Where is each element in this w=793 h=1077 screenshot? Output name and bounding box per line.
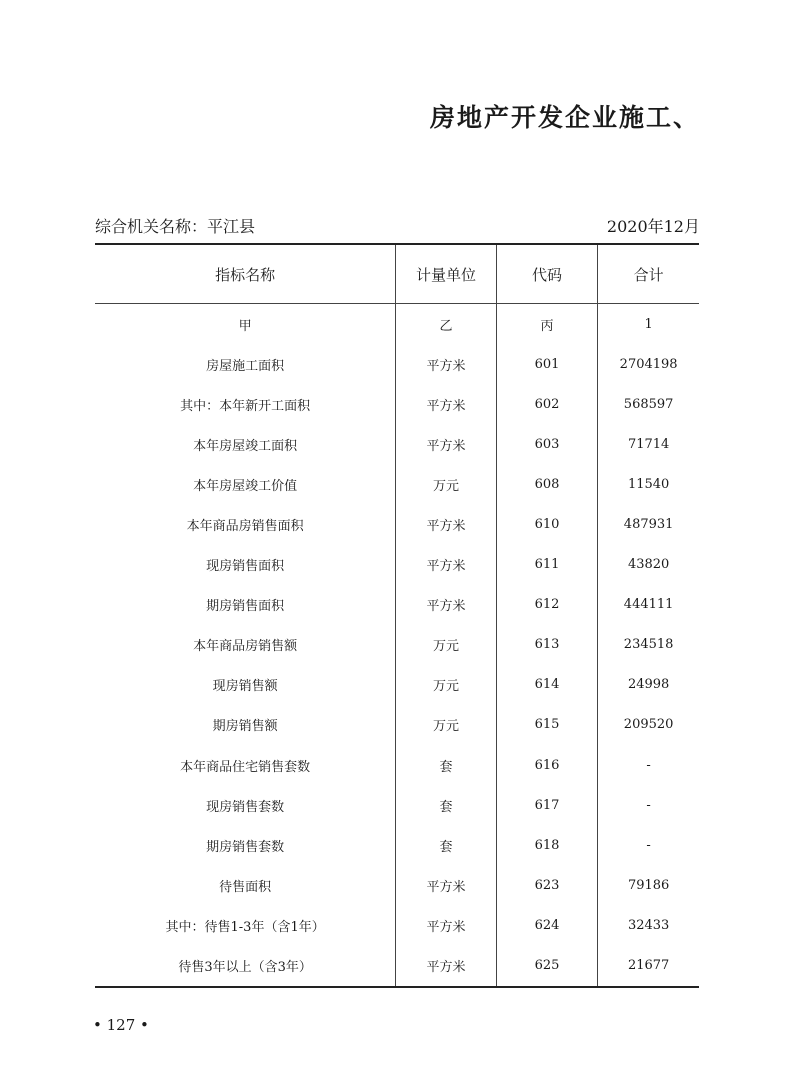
cell-total: 568597 (598, 384, 699, 424)
cell-unit: 平方米 (396, 384, 496, 424)
cell-indicator-name: 其中：本年新开工面积 (180, 398, 311, 414)
cell-indicator-name: 本年商品房销售额 (193, 639, 298, 655)
header-total: 合计 (598, 244, 699, 304)
cell-code: 616 (496, 745, 598, 785)
cell-unit: 平方米 (396, 344, 496, 384)
cell-total: 21677 (598, 946, 699, 987)
cell-code: 623 (496, 865, 598, 905)
cell-indicator-name: 现房销售面积 (206, 559, 285, 575)
cell-total: - (598, 825, 699, 865)
cell-unit: 万元 (396, 665, 496, 705)
table-row (95, 625, 699, 665)
table-header-row (95, 244, 699, 304)
cell-code: 615 (496, 705, 598, 745)
cell-unit: 套 (396, 825, 496, 865)
cell-total: 71714 (598, 424, 699, 464)
table-row (95, 384, 699, 424)
cell-unit: 平方米 (396, 424, 496, 464)
cell-code: 612 (496, 585, 598, 625)
cell-code: 608 (496, 464, 598, 504)
cell-code: 617 (496, 785, 598, 825)
cell-total: 487931 (598, 504, 699, 544)
cell-unit: 平方米 (396, 504, 496, 544)
table-row (95, 946, 699, 987)
table-row (95, 865, 699, 905)
cell-unit: 套 (396, 745, 496, 785)
header-code: 代码 (496, 244, 598, 304)
header-unit: 计量单位 (396, 244, 496, 304)
cell-indicator-name: 现房销售套数 (206, 799, 285, 815)
cell-total: 24998 (598, 665, 699, 705)
table-row (95, 344, 699, 384)
cell-total: 11540 (598, 464, 699, 504)
cell-indicator-name: 本年商品房销售面积 (186, 519, 304, 535)
cell-unit: 平方米 (396, 905, 496, 945)
cell-indicator-name: 房屋施工面积 (206, 358, 285, 374)
cell-total: 209520 (598, 705, 699, 745)
cell-indicator-name: 待售面积 (219, 879, 272, 895)
cell-unit: 平方米 (396, 545, 496, 585)
cell-total: 32433 (598, 905, 699, 945)
cell-code: 611 (496, 545, 598, 585)
table-row (95, 424, 699, 464)
cell-code: 603 (496, 424, 598, 464)
table-row (95, 825, 699, 865)
cell-code: 624 (496, 905, 598, 945)
cell-total: 444111 (598, 585, 699, 625)
table-row (95, 785, 699, 825)
cell-code: 601 (496, 344, 598, 384)
cell-code: 丙 (496, 304, 598, 345)
table-row (95, 504, 699, 544)
cell-code: 610 (496, 504, 598, 544)
cell-indicator-name: 期房销售面积 (206, 599, 285, 615)
cell-total: 79186 (598, 865, 699, 905)
table-row (95, 705, 699, 745)
cell-unit: 乙 (396, 304, 496, 345)
cell-code: 613 (496, 625, 598, 665)
table-row (95, 665, 699, 705)
cell-indicator-name: 本年房屋竣工价值 (193, 478, 298, 494)
cell-code: 602 (496, 384, 598, 424)
cell-code: 618 (496, 825, 598, 865)
report-date: 2020年12月 (606, 217, 700, 236)
table-row (95, 745, 699, 785)
organization-label: 综合机关名称：平江县 (95, 217, 256, 236)
cell-indicator-name: 期房销售套数 (206, 839, 285, 855)
table-row (95, 545, 699, 585)
header-indicator-name: 指标名称 (95, 244, 396, 304)
table-row (95, 905, 699, 945)
cell-total: - (598, 785, 699, 825)
page-number: • 127 • (93, 1016, 149, 1034)
cell-indicator-name: 期房销售额 (212, 719, 278, 735)
cell-indicator-name: 待售3年以上（含3年） (95, 946, 396, 987)
cell-code: 625 (496, 946, 598, 987)
cell-unit: 平方米 (396, 946, 496, 987)
table-body (95, 304, 699, 987)
cell-unit: 万元 (396, 625, 496, 665)
cell-unit: 套 (396, 785, 496, 825)
cell-code: 614 (496, 665, 598, 705)
cell-indicator-name: 现房销售额 (212, 679, 278, 695)
cell-unit: 平方米 (396, 865, 496, 905)
cell-indicator-name: 甲 (238, 318, 252, 334)
cell-total: 1 (598, 304, 699, 345)
cell-unit: 万元 (396, 464, 496, 504)
table-row (95, 304, 699, 345)
cell-total: 43820 (598, 545, 699, 585)
table-row (95, 585, 699, 625)
cell-indicator-name: 本年房屋竣工面积 (193, 438, 298, 454)
cell-indicator-name: 本年商品住宅销售套数 (180, 759, 311, 775)
statistics-table (95, 243, 699, 988)
cell-total: 234518 (598, 625, 699, 665)
page-title: 房地产开发企业施工、 (429, 103, 700, 132)
cell-total: - (598, 745, 699, 785)
table-row (95, 464, 699, 504)
cell-total: 2704198 (598, 344, 699, 384)
cell-indicator-name: 其中：待售1-3年（含1年） (165, 919, 325, 935)
cell-unit: 平方米 (396, 585, 496, 625)
cell-unit: 万元 (396, 705, 496, 745)
